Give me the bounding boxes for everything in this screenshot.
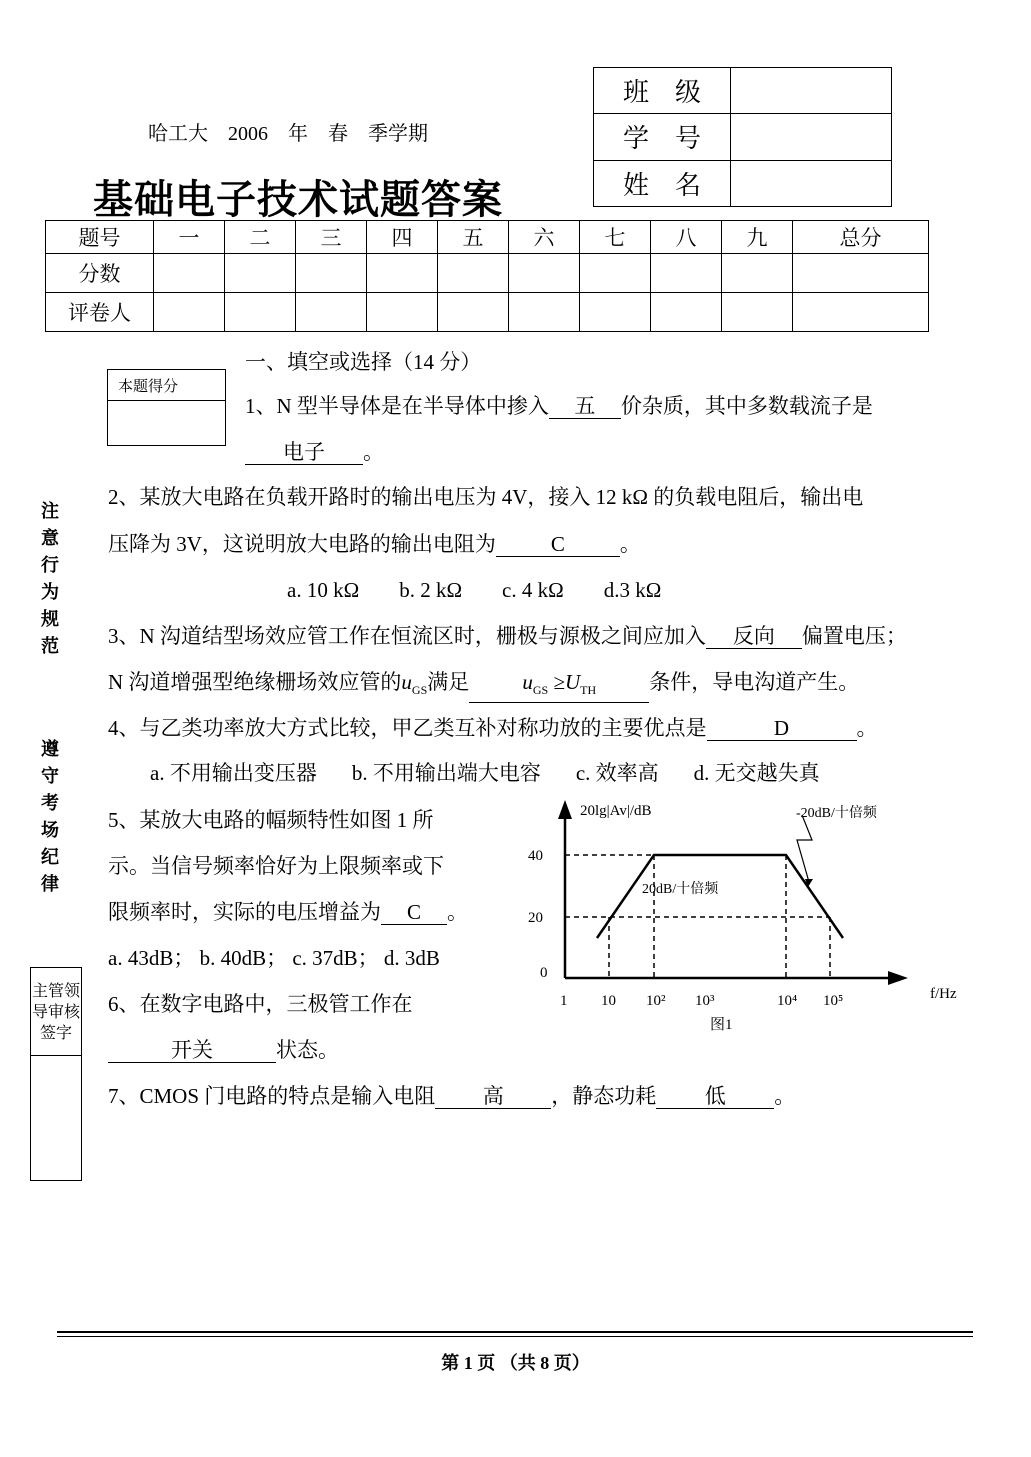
x-axis-arrow [888, 971, 908, 985]
question-5-line: 5、某放大电路的幅频特性如图 1 所 [108, 808, 434, 832]
info-label: 姓 名 [594, 160, 731, 206]
grader-cell[interactable] [509, 293, 580, 332]
score-cell[interactable] [793, 254, 929, 293]
header-cell: 八 [651, 221, 722, 254]
class-field[interactable] [731, 68, 892, 114]
subscript: TH [580, 683, 597, 698]
header-cell: 九 [722, 221, 793, 254]
q-text: 4、与乙类功率放大方式比较，甲乙类互补对称功放的主要优点是 [108, 716, 707, 740]
footer-rule [57, 1336, 973, 1337]
header-cell: 三 [296, 221, 367, 254]
page-number: 第 1 页 （共 8 页） [441, 1353, 590, 1373]
x-tick: 10⁴ [777, 993, 798, 1009]
question-2-cont [108, 531, 641, 557]
row-label: 分数 [46, 254, 154, 293]
question-4-options [150, 760, 820, 786]
term-label: 哈工大 2006 年 春 季学期 [148, 123, 428, 145]
grader-cell[interactable] [367, 293, 438, 332]
score-cell[interactable] [580, 254, 651, 293]
q-text: 1、N 型半导体是在半导体中掺入 [245, 394, 549, 418]
var-U: U [564, 670, 581, 694]
x-tick: 10⁵ [823, 993, 844, 1009]
score-cell[interactable] [367, 254, 438, 293]
q-text: 。 [363, 440, 384, 464]
option: b. 不用输出端大电容 [351, 761, 541, 785]
student-id-field[interactable] [731, 114, 892, 160]
y-axis-arrow [558, 800, 572, 819]
score-table [45, 220, 929, 332]
info-label: 学 号 [594, 114, 731, 160]
option: d.3 kΩ [603, 578, 662, 602]
subscript: GS [532, 683, 549, 698]
question-1-cont [245, 439, 384, 465]
answer-blank[interactable]: D [707, 716, 857, 741]
q-text: 7、CMOS 门电路的特点是输入电阻 [108, 1084, 436, 1108]
header-cell: 六 [509, 221, 580, 254]
q-text: 限频率时，实际的电压增益为 [108, 900, 381, 924]
question-3 [108, 623, 907, 649]
side-char: 场 [41, 820, 59, 841]
grader-cell[interactable] [651, 293, 722, 332]
subscript: GS [411, 683, 428, 698]
side-note-discipline [39, 498, 61, 660]
annotation-fall: -20dB/十倍频 [796, 806, 877, 821]
row-label: 评卷人 [46, 293, 154, 332]
q-text: 条件，导电沟道产生。 [649, 670, 860, 694]
section-score-box [107, 369, 226, 446]
q-text: 。 [856, 716, 878, 740]
answer-blank[interactable]: 反向 [706, 624, 802, 649]
side-char: 遵 [41, 739, 59, 760]
side-char: 范 [41, 636, 59, 657]
question-2: 2、某放大电路在负载开路时的输出电压为 4V，接入 12 kΩ 的负载电阻后，输出电 [108, 485, 864, 509]
question-2-options [287, 577, 661, 603]
section-score-field[interactable] [108, 401, 226, 446]
y-axis-label: 20lg|Av|/dB [580, 803, 652, 819]
question-6-cont [108, 1037, 339, 1063]
info-label: 班 级 [594, 68, 731, 114]
x-tick: 10 [601, 993, 616, 1009]
annotation-leader [797, 815, 812, 882]
q-text: N 沟道增强型绝缘栅场效应管的 [108, 670, 402, 694]
header-cell: 一 [154, 221, 225, 254]
answer-blank[interactable]: C [496, 532, 620, 557]
q-text: 偏置电压； [801, 624, 907, 648]
x-axis-label: f/Hz [930, 986, 957, 1002]
q-text: 。 [447, 900, 468, 924]
q-text: 价杂质，其中多数载流子是 [620, 394, 873, 418]
y-tick: 0 [540, 965, 548, 981]
option: b. 2 kΩ [399, 578, 463, 602]
side-char: 规 [41, 609, 59, 630]
header-cell: 五 [438, 221, 509, 254]
grader-cell[interactable] [722, 293, 793, 332]
y-tick: 20 [528, 910, 543, 926]
figure-caption: 图1 [710, 1017, 733, 1033]
answer-blank[interactable]: 低 [656, 1084, 774, 1109]
var-u: u [401, 670, 412, 694]
question-7 [108, 1083, 795, 1109]
side-char: 行 [41, 555, 59, 576]
grader-cell[interactable] [296, 293, 367, 332]
x-tick: 1 [560, 993, 568, 1009]
q-text: 3、N 沟道结型场效应管工作在恒流区时，栅极与源极之间应加入 [108, 624, 706, 648]
option: c. 4 kΩ [502, 578, 564, 602]
annotation-rise: 20dB/十倍频 [642, 882, 719, 897]
grader-cell[interactable] [154, 293, 225, 332]
grader-cell[interactable] [580, 293, 651, 332]
name-field[interactable] [731, 160, 892, 206]
question-5-line [108, 899, 468, 925]
option: d. 无交越失真 [693, 761, 820, 785]
q-text: 状态。 [276, 1038, 339, 1062]
gain-curve [597, 855, 843, 938]
score-cell[interactable] [438, 254, 509, 293]
question-1 [245, 393, 873, 419]
option: a. 不用输出变压器 [150, 761, 317, 785]
grader-cell[interactable] [225, 293, 296, 332]
side-note-rules [39, 736, 61, 898]
score-cell[interactable] [225, 254, 296, 293]
supervisor-sign-field[interactable] [31, 1056, 82, 1181]
section-score-label: 本题得分 [108, 370, 226, 401]
answer-blank[interactable]: C [381, 900, 447, 925]
header-cell: 七 [580, 221, 651, 254]
score-cell[interactable] [651, 254, 722, 293]
q-text: 。 [774, 1084, 796, 1108]
question-4 [108, 715, 878, 741]
question-5-line: 示。当信号频率恰好为上限频率或下 [108, 854, 444, 878]
q-text: 满足 [427, 670, 470, 694]
score-cell[interactable] [296, 254, 367, 293]
y-tick: 40 [528, 848, 543, 864]
side-char: 注 [41, 501, 59, 522]
option: c. 效率高 [575, 761, 659, 785]
q-text: 。 [619, 532, 641, 556]
q-text: 压降为 3V，这说明放大电路的输出电阻为 [108, 532, 496, 556]
answer-blank[interactable]: 五 [549, 394, 621, 419]
side-char: 守 [41, 766, 59, 787]
header-cell: 题号 [46, 221, 154, 254]
option: a. 10 kΩ [287, 578, 360, 602]
answer-blank[interactable] [469, 670, 649, 703]
question-5-options: a. 43dB； b. 40dB； c. 37dB； d. 3dB [108, 946, 440, 970]
side-char: 考 [41, 793, 59, 814]
header-cell: 二 [225, 221, 296, 254]
page-title: 基础电子技术试题答案 [93, 177, 503, 222]
grader-cell[interactable] [438, 293, 509, 332]
grader-cell[interactable] [793, 293, 929, 332]
supervisor-sign-box [30, 967, 82, 1181]
q-text: ，静态功耗 [551, 1084, 657, 1108]
student-info-table [593, 67, 892, 207]
header-cell: 总分 [793, 221, 929, 254]
var-u: u [522, 670, 533, 694]
question-3-cont [108, 669, 859, 703]
answer-blank[interactable]: 高 [435, 1084, 551, 1109]
score-cell[interactable] [509, 254, 580, 293]
footer-rule [57, 1331, 973, 1333]
ge-sign: ≥ [548, 670, 565, 694]
question-6: 6、在数字电路中，三极管工作在 [108, 992, 413, 1016]
x-tick: 10² [646, 993, 666, 1009]
section-heading: 一、填空或选择（14 分） [245, 350, 482, 374]
side-char: 律 [41, 874, 59, 895]
supervisor-sign-label: 主管领导审核签字 [31, 968, 82, 1056]
x-tick: 10³ [695, 993, 715, 1009]
score-cell[interactable] [722, 254, 793, 293]
side-char: 为 [41, 582, 59, 603]
score-cell[interactable] [154, 254, 225, 293]
figure-1-bode-plot [520, 795, 980, 1040]
side-char: 纪 [41, 847, 59, 868]
header-cell: 四 [367, 221, 438, 254]
answer-blank[interactable]: 开关 [108, 1038, 276, 1063]
side-char: 意 [41, 528, 59, 549]
answer-blank[interactable]: 电子 [245, 440, 363, 465]
